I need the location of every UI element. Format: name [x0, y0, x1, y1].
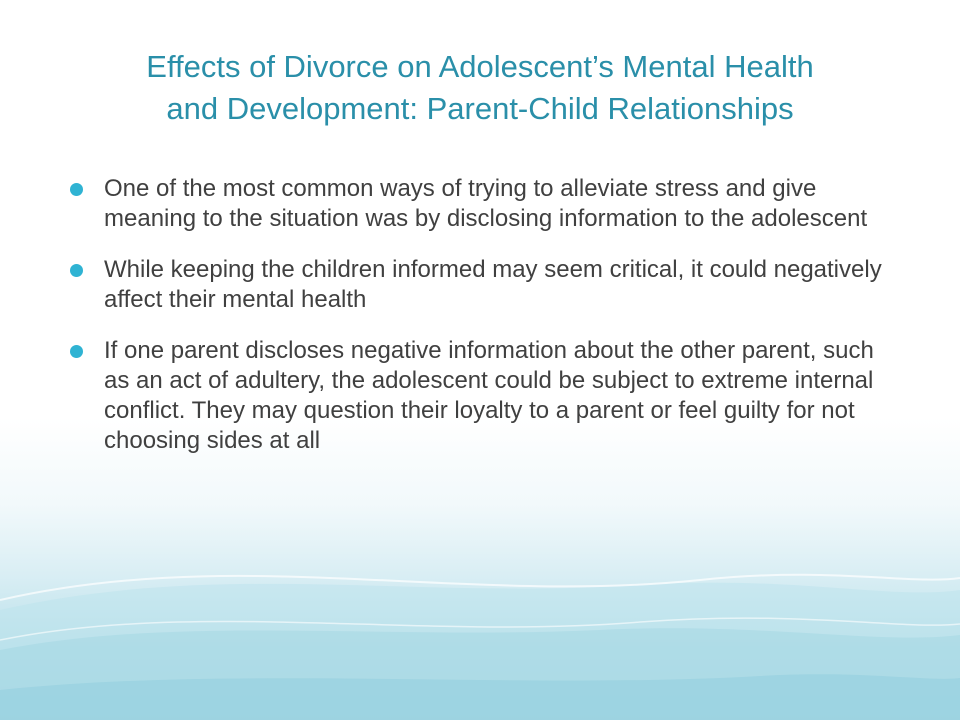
bullet-item-3: [70, 336, 900, 456]
slide-title-line-1: Effects of Divorce on Adolescent’s Mental Health: [146, 49, 814, 84]
bullet-text-3: If one parent discloses negative information about the other parent, such as an act of adultery, the adolescent could be subject to extreme internal conflict. They may question their loyalty to a parent or feel guilty for not choosing sides at all: [104, 337, 874, 454]
slide-title: [40, 46, 920, 130]
slide-title-line-2: and Development: Parent-Child Relationships: [166, 91, 794, 126]
wave-band-3: [0, 674, 960, 720]
bullet-item-1: [70, 174, 900, 234]
bullet-list: [70, 174, 900, 477]
bullet-item-2: [70, 255, 900, 315]
bullet-dot-icon: [70, 264, 83, 277]
bullet-dot-icon: [70, 183, 83, 196]
bullet-text-1: One of the most common ways of trying to alleviate stress and give meaning to the situation was by disclosing information to the adolescent: [104, 175, 868, 232]
bullet-dot-icon: [70, 345, 83, 358]
bullet-text-2: While keeping the children informed may seem critical, it could negatively affect their mental health: [104, 256, 882, 313]
